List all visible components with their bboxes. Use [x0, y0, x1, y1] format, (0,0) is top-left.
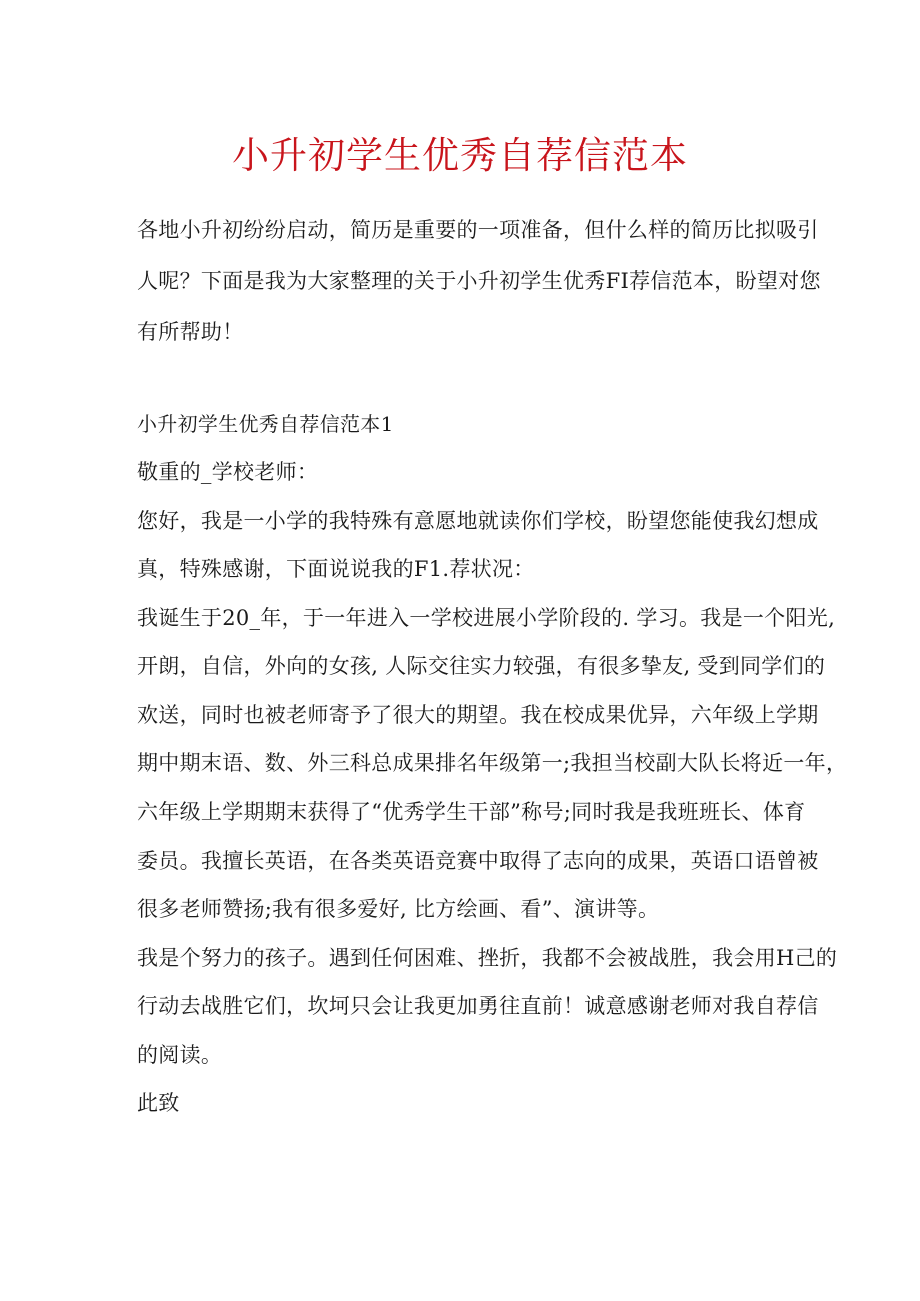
body-line: 我诞生于20_年，于一年进入一学校进展小学阶段的. 学习。我是一个阳光,	[137, 606, 836, 630]
intro-line: 有所帮助！	[137, 320, 244, 344]
body-line: 期中期末语、数、外三科总成果排名年级第一;我担当校副大队长将近一年，	[137, 751, 848, 775]
body-line: 真，特殊感谢，下面说说我的F1.荐状况：	[137, 557, 535, 581]
body-line: 您好，我是一小学的我特殊有意愿地就读你们学校，盼望您能使我幻想成	[137, 509, 819, 533]
body-line: 委员。我擅长英语，在各类英语竞赛中取得了志向的成果，英语口语曾被	[137, 849, 819, 873]
body-line: 开朗，自信，外向的女孩, 人际交往实力较强，有很多挚友, 受到同学们的	[137, 654, 826, 678]
body-line: 欢送，同时也被老师寄予了很大的期望。我在校成果优异，六年级上学期	[137, 703, 819, 727]
intro-line: 各地小升初纷纷启动，简历是重要的一项准备，但什么样的简历比拟吸引	[137, 218, 819, 242]
body-line: 很多老师赞扬;我有很多爱好, 比方绘画、看”、演讲等。	[137, 897, 660, 921]
document-title: 小升初学生优秀自荐信范本	[232, 134, 688, 177]
section-heading: 小升初学生优秀自荐信范本1	[137, 412, 394, 436]
body-line: 的阅读。	[137, 1043, 223, 1067]
intro-line: 人呢？下面是我为大家整理的关于小升初学生优秀FI荐信范本，盼望对您	[137, 269, 821, 293]
closing-line: 此致	[137, 1091, 180, 1115]
body-line: 行动去战胜它们，坎坷只会让我更加勇往直前！诚意感谢老师对我自荐信	[137, 994, 819, 1018]
body-line: 六年级上学期期末获得了“优秀学生干部”称号;同时我是我班班长、体育	[137, 800, 806, 824]
body-line: 我是个努力的孩子。遇到任何困难、挫折，我都不会被战胜，我会用H己的	[137, 946, 838, 970]
salutation: 敬重的_学校老师：	[137, 460, 319, 484]
